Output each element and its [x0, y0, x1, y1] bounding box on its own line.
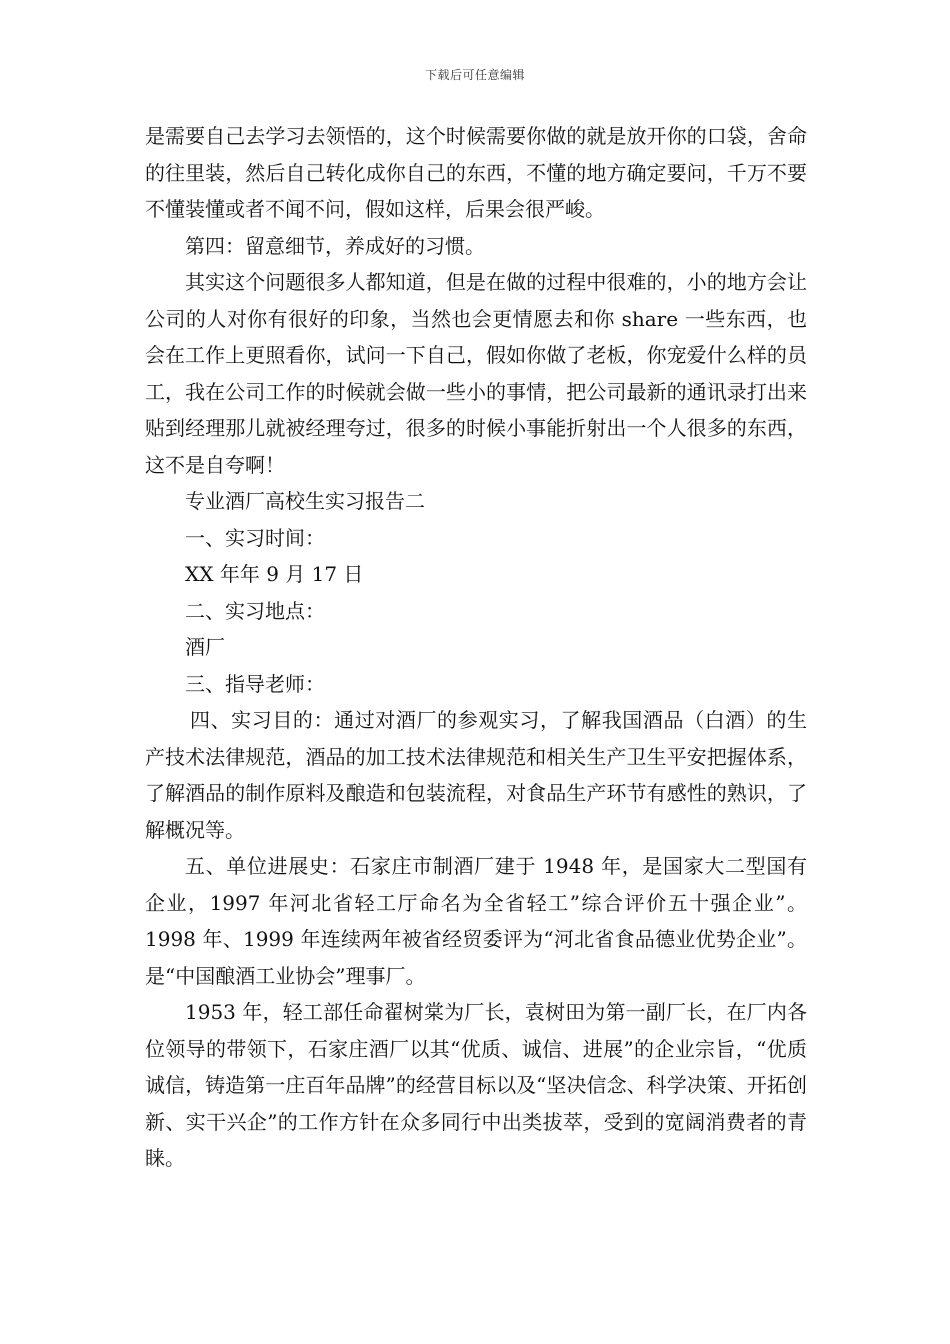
report-title: 专业酒厂高校生实习报告二: [185, 489, 425, 513]
paragraph-continuation: 是需要自己去学习去领悟的，这个时候需要你做的就是放开你的口袋，舍命的往里装，然后自己转化成你自己的东西，不懂的地方确定要问，千万不要不懂装懂或者不闻不问，假如这样，后果会很严峻。: [145, 124, 807, 221]
heading-internship-location: 二、实习地点：: [185, 598, 325, 623]
heading-internship-time: 一、实习时间：: [185, 525, 325, 550]
page-header: 下载后可任意编辑: [424, 68, 525, 82]
paragraph-company-history: 五、单位进展史：石家庄市制酒厂建于 1948 年，是国家大二型国有企业，1997 年河北省轻工厅命名为全省轻工”综合评价五十强企业”。1998 年、1999 年连续两年被省经贸委评为“河北省食品德业优势企业”。是“中国酿酒工业协会”理事厂。: [145, 854, 807, 988]
internship-date: XX 年年 9 月 17 日: [185, 562, 364, 586]
internship-location: 酒厂: [185, 635, 225, 659]
paragraph-internship-purpose: 四、实习目的：通过对酒厂的参观实习，了解我国酒品（白酒）的生产技术法律规范，酒品的加工技术法律规范和相关生产卫生平安把握体系，了解酒品的制作原料及酿造和包装流程，对食品生产环节有感性的熟识，了解概况等。: [145, 708, 807, 842]
paragraph-section-four-title: 第四：留意细节，养成好的习惯。: [185, 233, 485, 258]
paragraph-company-1953: 1953 年，轻工部任命翟树棠为厂长，袁树田为第一副厂长，在厂内各位领导的带领下，石家庄酒厂以其“优质、诚信、进展”的企业宗旨，“优质诚信，铸造第一庄百年品牌”的经营目标以及“坚决信念、科学决策、开拓创新、实干兴企”的工作方针在众多同行中出类拔萃，受到的宽阔消费者的青睐。: [145, 1000, 807, 1170]
heading-supervisor: 三、指导老师：: [185, 671, 325, 696]
document-body: [145, 118, 807, 1177]
paragraph-details: 其实这个问题很多人都知道，但是在做的过程中很难的，小的地方会让公司的人对你有很好的印象，当然也会更情愿去和你 share 一些东西，也会在工作上更照看你，试问一下自己，假如你做了老板，你宠爱什么样的员工，我在公司工作的时候就会做一些小的事情，把公司最新的通讯录打出来贴到经理那儿就被经理夸过，很多的时候小事能折射出一个人很多的东西，这不是自夸啊！: [145, 270, 807, 477]
